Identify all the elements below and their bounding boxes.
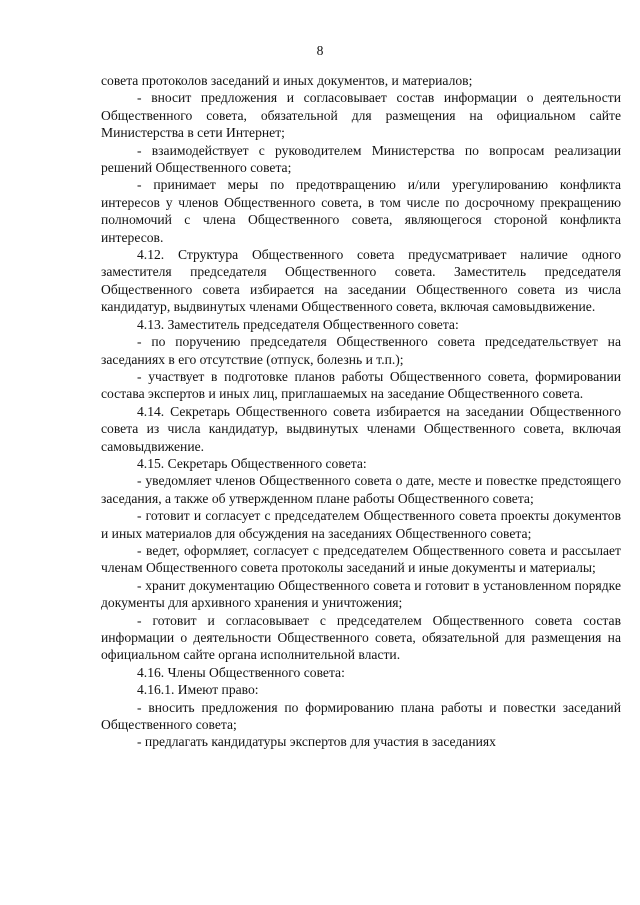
paragraph: - готовит и согласует с председателем Общественного совета проекты документов и иных материалов для обсуждения на заседаниях Общественного совета; (101, 508, 621, 541)
paragraph: - принимает меры по предотвращению и/или урегулированию конфликта интересов у членов Общественного совета, в том числе по досрочному прекращению полномочий с члена Общественного совета, являющегося стороной конфликта интересов. (101, 177, 621, 245)
paragraph: - готовит и согласовывает с председателем Общественного совета состав информации о деятельности Общественного совета, обязательной для размещения на официальном сайте органа исполнительной власти. (101, 612, 621, 663)
section-heading: 4.16.1. Имеют право: (137, 682, 259, 698)
paragraph: - вносить предложения по формированию плана работы и повестки заседаний Общественного совета; (101, 699, 621, 733)
section-heading: 4.13. Заместитель председателя Общественного совета: (137, 316, 459, 332)
paragraph: - взаимодействует с руководителем Министерства по вопросам реализации решений Общественного совета; (101, 142, 621, 176)
paragraph: - предлагать кандидатуры экспертов для участия в заседаниях (137, 734, 496, 750)
paragraph: - по поручению председателя Общественного совета председательствует на заседаниях в его отсутствие (отпуск, болезнь и т.п.); (101, 334, 621, 367)
page-number: 8 (316, 43, 324, 58)
document-body (101, 72, 621, 751)
section-paragraph: 4.14. Секретарь Общественного совета избирается на заседании Общественного совета из числа кандидатур, выдвинутых членами Общественного совета, включая самовыдвижение. (101, 403, 621, 454)
paragraph: - ведет, оформляет, согласует с председателем Общественного совета и рассылает членам Общественного совета протоколы заседаний и иные документы и материалы; (101, 542, 621, 576)
paragraph: - хранит документацию Общественного совета и готовит в установленном порядке документы для архивного хранения и уничтожения; (101, 577, 621, 611)
section-paragraph: 4.12. Структура Общественного совета предусматривает наличие одного заместителя председателя Общественного совета. Заместитель председателя Общественного совета избирается на заседании Общественного совета из числа кандидатур, выдвинутых членами Общественного совета, включая самовыдвижение. (101, 247, 621, 315)
paragraph: - вносит предложения и согласовывает состав информации о деятельности Общественного совета, обязательной для размещения на официальном сайте Министерства в сети Интернет; (101, 90, 621, 141)
paragraph: совета протоколов заседаний и иных документов, и материалов; (101, 73, 473, 88)
paragraph: - уведомляет членов Общественного совета о дате, месте и повестке предстоящего заседания, а также об утвержденном плане работы Общественного совета; (101, 473, 621, 506)
section-heading: 4.15. Секретарь Общественного совета: (137, 455, 367, 471)
paragraph: - участвует в подготовке планов работы Общественного совета, формировании состава экспертов и иных лиц, приглашаемых на заседание Общественного совета. (101, 368, 621, 402)
section-heading: 4.16. Члены Общественного совета: (137, 664, 345, 680)
